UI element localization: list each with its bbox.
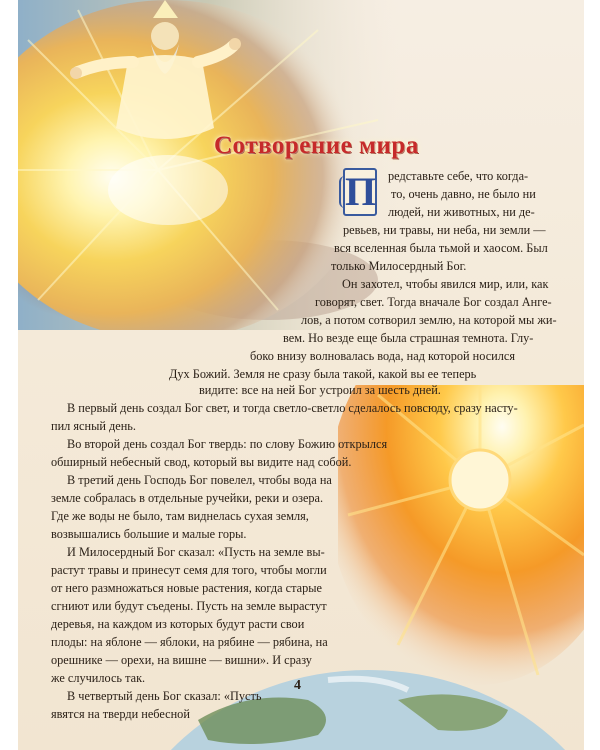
text-line: Дух Божий. Земля не сразу была такой, какой вы ее теперь (169, 367, 477, 381)
text-line: то, очень давно, не было ни (391, 187, 536, 201)
text-line: Где же воды не было, там виднелась сухая земля, (51, 509, 309, 523)
text-line: же случилось так. (51, 671, 146, 685)
text-line: вся вселенная была тьмой и хаосом. Был (334, 241, 548, 255)
text-line: возвышались большие и малые горы. (51, 527, 247, 541)
text-line: лов, а потом сотворил землю, на которой мы жи- (301, 313, 557, 327)
text-line: боко внизу волновалась вода, над которой носился (250, 349, 516, 363)
text-line: видите: все на ней Бог устроил за шесть дней. (199, 383, 441, 397)
text-line: орешнике — орехи, на вишне — вишни». И сразу (51, 653, 312, 667)
page-title: Сотворение мира (214, 132, 419, 159)
text-line: только Милосердный Бог. (331, 259, 467, 273)
text-line: сгниют или будут съедены. Пусть на земле вырастут (51, 599, 327, 613)
text-line: говорят, свет. Тогда вначале Бог создал Анге- (315, 295, 552, 309)
text-line: редставьте себе, что когда- (388, 169, 529, 183)
page-number: 4 (294, 678, 301, 693)
text-line: земле собралась в отдельные ручейки, реки и озера. (51, 491, 324, 505)
text-line: В третий день Господь Бог повелел, чтобы вода на (67, 473, 332, 487)
text-line: плоды: на яблоне — яблоки, на рябине — рябина, на (51, 635, 328, 649)
god-in-clouds-illustration (18, 0, 398, 330)
text-line: от него размножаться новые растения, когда старые (51, 581, 322, 595)
book-page (18, 0, 584, 750)
text-line: растут травы и принесут семя для того, чтобы могли (51, 563, 327, 577)
text-line: явятся на тверди небесной (51, 707, 190, 721)
text-line: ревьев, ни травы, ни неба, ни земли — (343, 223, 546, 237)
text-line: обширный небесный свод, который вы видите над собой. (51, 455, 352, 469)
text-line: вем. Но везде еще была страшная темнота. Глу- (283, 331, 534, 345)
text-line: Во второй день создал Бог твердь: по слову Божию открылся (67, 437, 388, 451)
text-line: В первый день создал Бог свет, и тогда светло-светло сделалось повсюду, сразу насту- (67, 401, 518, 415)
text-line: людей, ни животных, ни де- (388, 205, 535, 219)
text-line: В четвертый день Бог сказал: «Пусть (67, 689, 262, 703)
text-line: пил ясный день. (51, 419, 136, 433)
text-line: деревья, на каждом из которых будут расти свои (51, 617, 305, 631)
drop-cap-letter: П (345, 169, 377, 214)
text-line: И Милосердный Бог сказал: «Пусть на земле вы- (67, 545, 325, 559)
text-line: Он захотел, чтобы явился мир, или, как (342, 277, 549, 291)
